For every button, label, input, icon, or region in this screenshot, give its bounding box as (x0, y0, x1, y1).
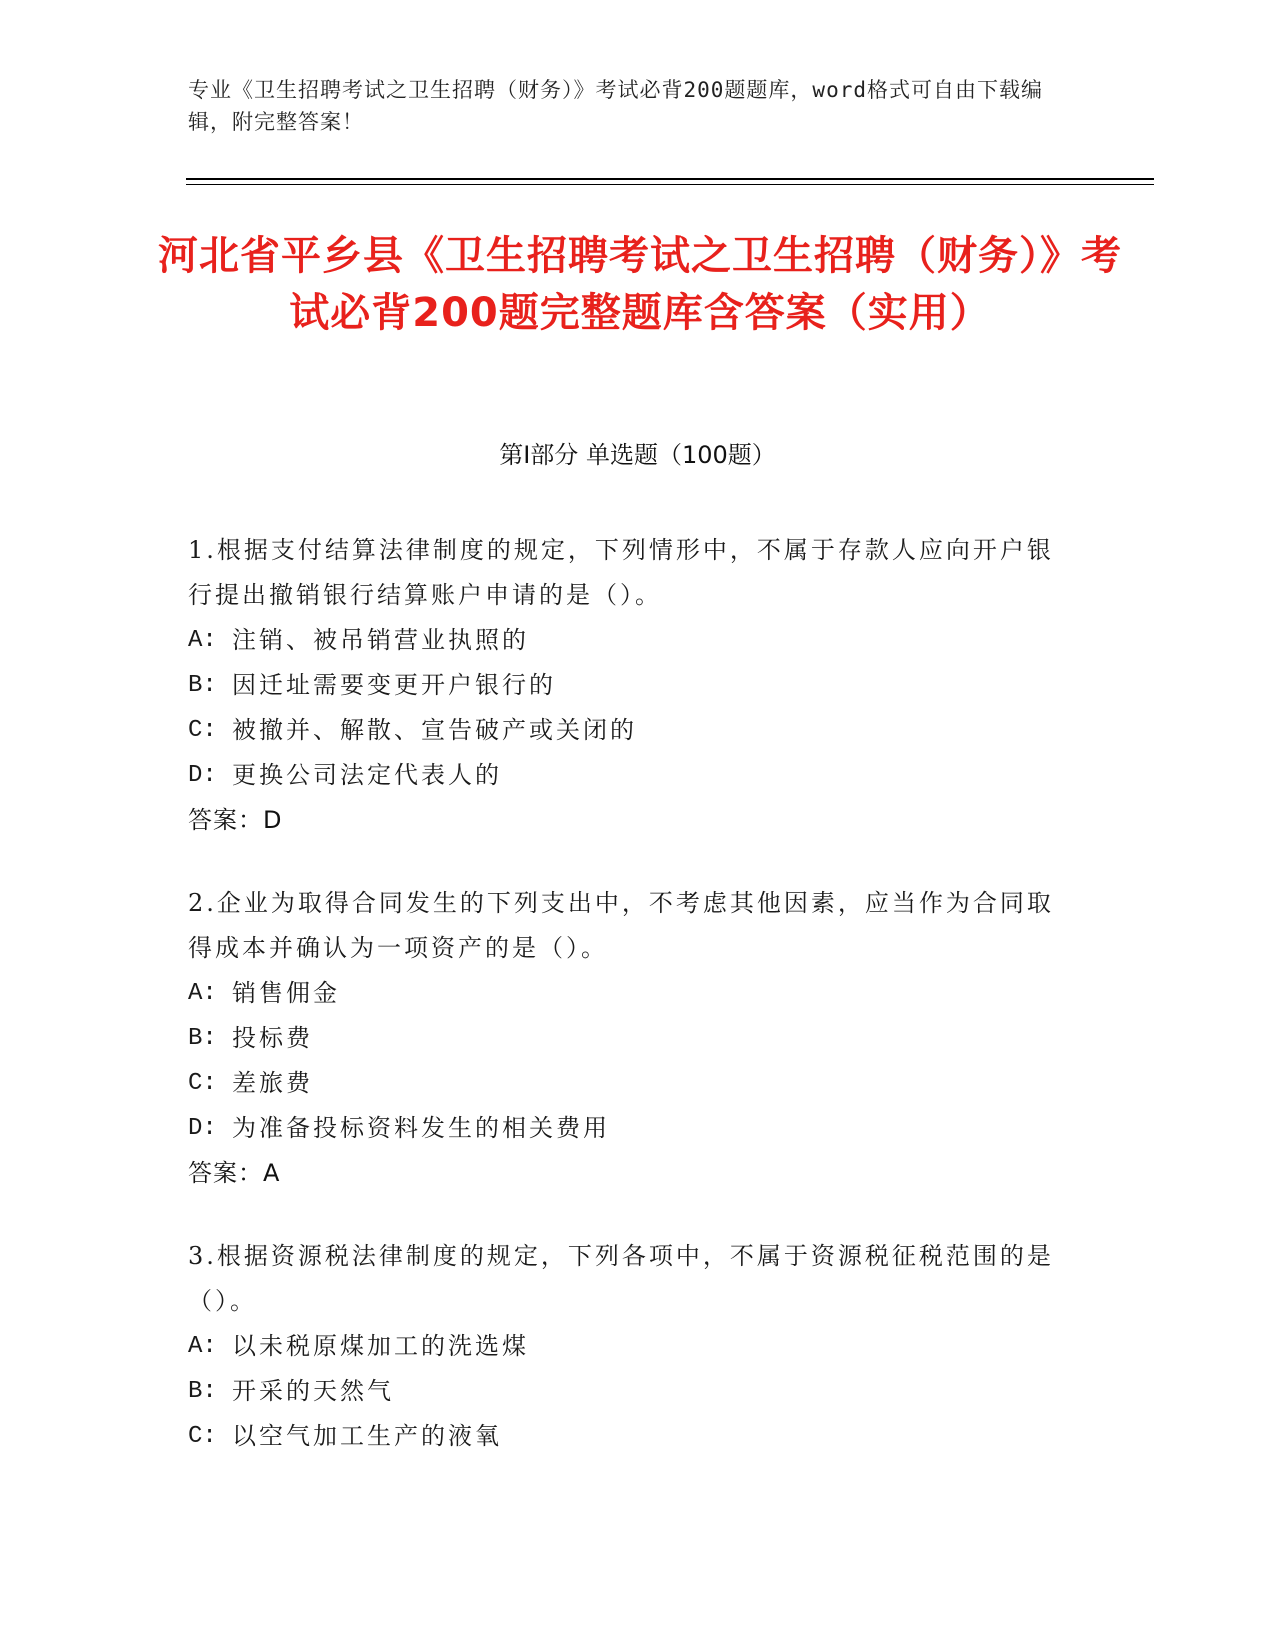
header-divider-thin (186, 184, 1154, 185)
option-a (188, 1324, 1068, 1369)
option-letter: A: (188, 980, 217, 1007)
option-text: 投标费 (232, 1024, 313, 1052)
option-a (188, 618, 1068, 663)
document-title: 河北省平乡县《卫生招聘考试之卫生招聘（财务）》考试必背200题完整题库含答案（实用） (158, 233, 1122, 336)
option-text: 差旅费 (232, 1069, 313, 1097)
option-a (188, 971, 1068, 1016)
option-letter: A: (188, 1333, 217, 1360)
answer-line: 答案：A (188, 1159, 281, 1187)
option-letter: C: (188, 1070, 217, 1097)
option-letter: B: (188, 1378, 217, 1405)
option-text: 更换公司法定代表人的 (232, 761, 502, 789)
option-text: 注销、被吊销营业执照的 (232, 626, 529, 654)
option-letter: B: (188, 1025, 217, 1052)
option-letter: C: (188, 717, 217, 744)
option-text: 为准备投标资料发生的相关费用 (232, 1114, 610, 1142)
section-title: 第Ⅰ部分 单选题（100题） (499, 441, 776, 469)
option-text: 以未税原煤加工的洗选煤 (232, 1332, 529, 1360)
option-letter: A: (188, 627, 217, 654)
option-letter: D: (188, 1115, 217, 1142)
option-c (188, 1061, 1068, 1106)
option-text: 因迁址需要变更开户银行的 (232, 671, 556, 699)
header-note: 专业《卫生招聘考试之卫生招聘（财务）》考试必背200题题库，word格式可自由下载编辑，附完整答案！ (188, 78, 1043, 134)
option-c (188, 708, 1068, 753)
question-2 (188, 881, 1068, 1196)
question-text: 2.企业为取得合同发生的下列支出中，不考虑其他因素，应当作为合同取得成本并确认为一项资产的是（）。 (188, 889, 1054, 962)
answer-line: 答案：D (188, 806, 283, 834)
option-text: 开采的天然气 (232, 1377, 394, 1405)
question-text: 1.根据支付结算法律制度的规定，下列情形中，不属于存款人应向开户银行提出撤销银行结算账户申请的是（）。 (188, 536, 1054, 609)
option-b (188, 1369, 1068, 1414)
option-text: 被撤并、解散、宣告破产或关闭的 (232, 716, 637, 744)
question-1 (188, 528, 1068, 843)
option-d (188, 1106, 1068, 1151)
question-list (188, 528, 1068, 1497)
question-text: 3.根据资源税法律制度的规定，下列各项中，不属于资源税征税范围的是（）。 (188, 1242, 1054, 1315)
option-b (188, 663, 1068, 708)
option-d (188, 753, 1068, 798)
option-letter: C: (188, 1423, 217, 1450)
header-divider-thick (186, 178, 1154, 180)
option-letter: D: (188, 762, 217, 789)
question-3 (188, 1234, 1068, 1459)
option-letter: B: (188, 672, 217, 699)
option-text: 销售佣金 (232, 979, 340, 1007)
option-text: 以空气加工生产的液氧 (232, 1422, 502, 1450)
option-c (188, 1414, 1068, 1459)
option-b (188, 1016, 1068, 1061)
